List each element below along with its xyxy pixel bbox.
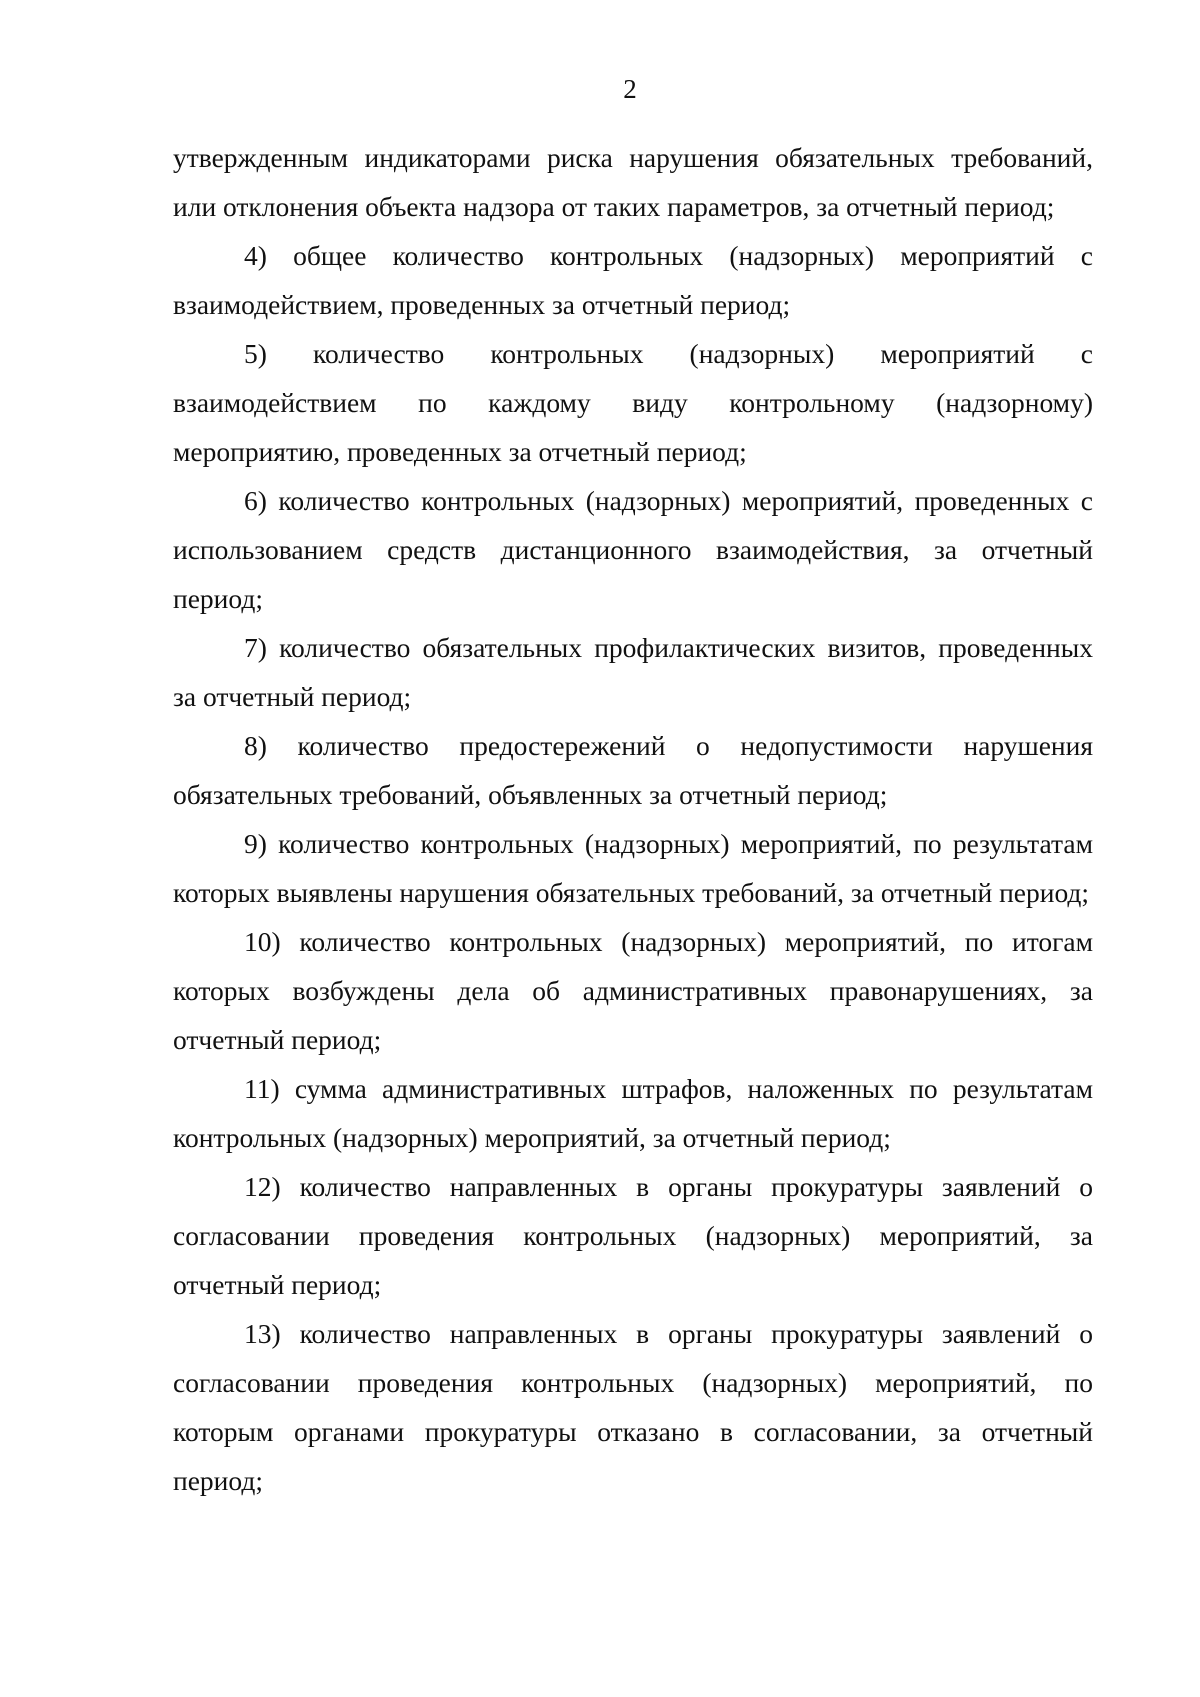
list-item-8: 8) количество предостережений о недопустимости нарушения обязательных требований, объявленных за отчетный период; — [173, 730, 1093, 810]
list-item-12: 12) количество направленных в органы прокуратуры заявлений о согласовании проведения контрольных (надзорных) мероприятий, за отчетный период; — [173, 1171, 1093, 1300]
document-body — [173, 133, 1093, 1505]
list-item-4: 4) общее количество контрольных (надзорных) мероприятий с взаимодействием, проведенных за отчетный период; — [173, 240, 1093, 320]
list-item-6: 6) количество контрольных (надзорных) мероприятий, проведенных с использованием средств дистанционного взаимодействия, за отчетный период; — [173, 485, 1093, 614]
list-item-10: 10) количество контрольных (надзорных) мероприятий, по итогам которых возбуждены дела об административных правонарушениях, за отчетный период; — [173, 926, 1093, 1055]
list-item-5: 5) количество контрольных (надзорных) мероприятий с взаимодействием по каждому виду контрольному (надзорному) мероприятию, проведенных за отчетный период; — [173, 338, 1093, 467]
page-number: 2 — [623, 74, 637, 104]
list-item-11: 11) сумма административных штрафов, наложенных по результатам контрольных (надзорных) мероприятий, за отчетный период; — [173, 1073, 1093, 1153]
list-item-9: 9) количество контрольных (надзорных) мероприятий, по результатам которых выявлены нарушения обязательных требований, за отчетный период; — [173, 828, 1093, 908]
paragraph-continuation: утвержденным индикаторами риска нарушения обязательных требований, или отклонения объекта надзора от таких параметров, за отчетный период; — [173, 142, 1093, 222]
list-item-13: 13) количество направленных в органы прокуратуры заявлений о согласовании проведения контрольных (надзорных) мероприятий, по которым органами прокуратуры отказано в согласовании, за отчетный период; — [173, 1318, 1093, 1496]
list-item-7: 7) количество обязательных профилактических визитов, проведенных за отчетный период; — [173, 632, 1093, 712]
